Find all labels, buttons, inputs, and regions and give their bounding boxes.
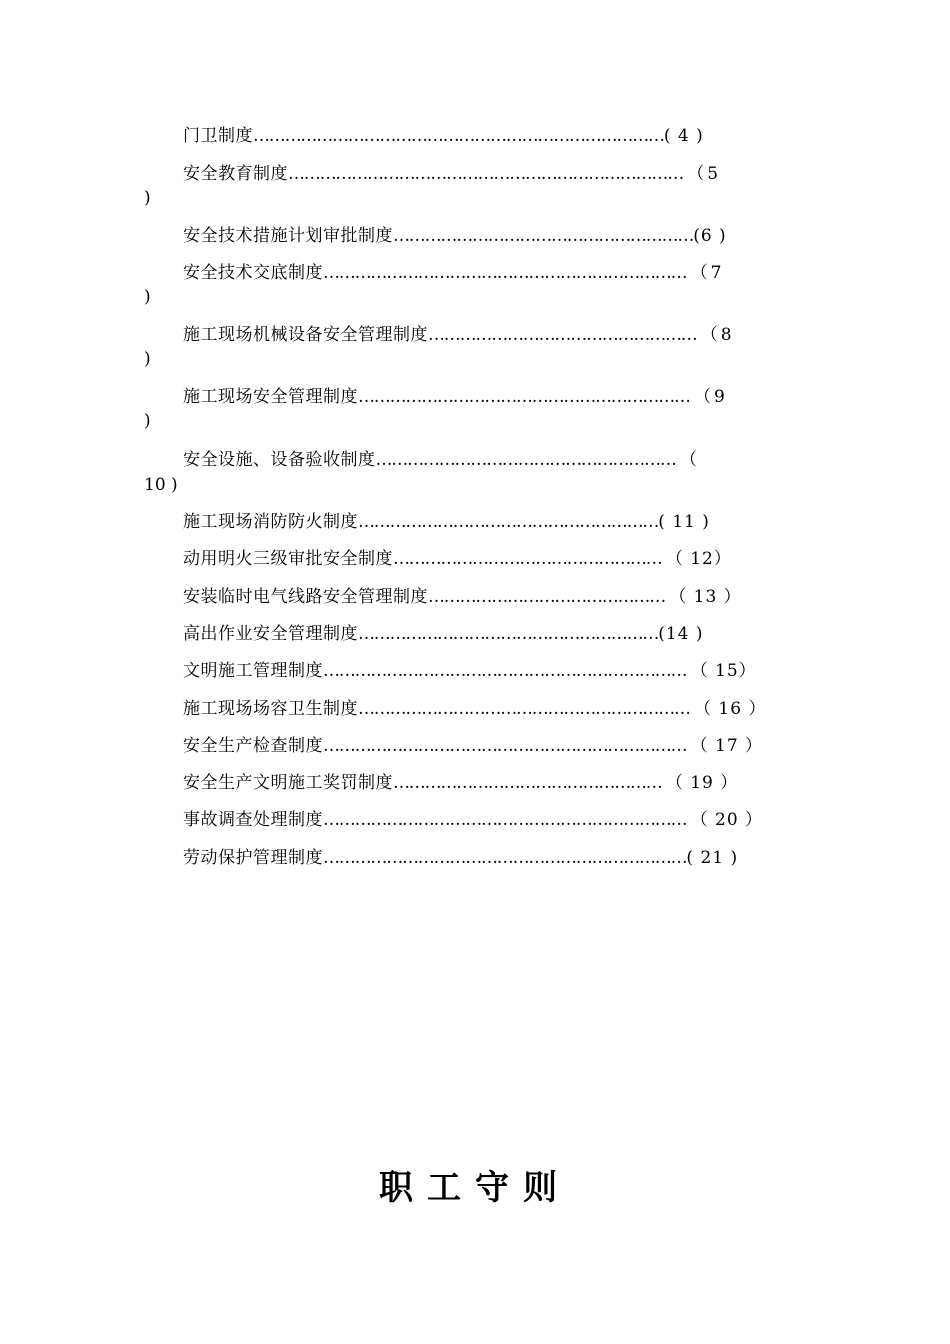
toc-title: 安全生产检查制度 [183,736,323,756]
toc-leader: ……………………………………………………… [358,699,695,719]
toc-leader: …………………………………………… [393,549,666,569]
toc-page: （ 20 ） [690,810,764,830]
toc-page: (14 ) [658,624,704,644]
toc-entry [183,385,724,409]
toc-title: 安全设施、设备验收制度 [183,450,376,470]
toc-page: （ 16 ） [694,699,767,719]
toc-wrap: ) [144,188,151,208]
toc-title: 施工现场安全管理制度 [183,387,358,407]
toc-title: 安装临时电气线路安全管理制度 [183,587,428,607]
toc-page: (6 ) [693,226,727,246]
toc-wrap: ) [144,349,151,369]
toc-leader: …………………………………………………………… [323,848,687,868]
toc-leader: ……………………………………… [428,587,670,607]
toc-leader: …………………………………………………………… [323,661,691,681]
toc-page: （ 12） [665,549,732,569]
toc-entry [183,771,738,795]
toc-leader: ………………………………………………… [393,226,694,246]
toc-entry [183,162,717,186]
toc-leader: …………………………………………………………… [323,736,691,756]
toc-entry [183,585,742,609]
toc-title: 文明施工管理制度 [183,661,323,681]
toc-entry [183,510,710,534]
toc-title: 劳动保护管理制度 [183,848,323,868]
toc-leader: ……………………………………………………… （ 9 [358,387,724,407]
toc-page: （ 17 ） [690,736,764,756]
toc-title: 施工现场机械设备安全管理制度 [183,325,428,345]
section-heading: 职工守则 [379,1168,571,1208]
toc-entry [183,323,730,347]
toc-page: ( 4 ) [663,126,704,146]
toc-title: 门卫制度 [183,126,253,146]
toc-leader: ………………………………………………… [358,512,659,532]
toc-leader: …………………………………………… [393,773,666,793]
toc-title: 事故调查处理制度 [183,810,323,830]
toc-entry [183,808,763,832]
toc-leader: ………………………………………………… [358,624,659,644]
toc-entry [183,124,704,148]
toc-leader: …………………………………………………………… [323,810,691,830]
toc-title: 安全技术措施计划审批制度 [183,226,393,246]
toc-title: 安全技术交底制度 [183,263,323,283]
toc-title: 安全生产文明施工奖罚制度 [183,773,393,793]
toc-wrap: ) [144,287,151,307]
toc-wrap: ) [144,411,151,431]
toc-title: 高出作业安全管理制度 [183,624,358,644]
toc-leader: ………………………………………………… （ [375,450,696,470]
toc-entry [183,734,763,758]
toc-entry [183,547,732,571]
toc-page: （ 15） [690,661,757,681]
toc-title: 动用明火三级审批安全制度 [183,549,393,569]
toc-leader: …………………………………………………………… （ 7 [323,263,721,283]
toc-entry [183,846,738,870]
toc-page: ( 21 ) [686,848,739,868]
toc-leader: …………………………………………… （ 8 [428,325,731,345]
toc-leader: ………………………………………………………………… （ 5 [288,164,717,184]
toc-leader: …………………………………………………………………… [253,126,664,146]
toc-title: 安全教育制度 [183,164,288,184]
toc-page: （ 13 ） [669,587,742,607]
toc-page: （ 19 ） [665,773,739,793]
toc-page: ( 11 ) [658,512,710,532]
toc-entry [183,448,696,472]
toc-entry [183,224,727,248]
toc-wrap: 10 ) [144,475,178,495]
toc-entry [183,659,757,683]
toc-title: 施工现场消防防火制度 [183,512,358,532]
toc-entry [183,697,766,721]
toc-title: 施工现场场容卫生制度 [183,699,358,719]
toc-entry [183,622,704,646]
toc-entry [183,261,720,285]
